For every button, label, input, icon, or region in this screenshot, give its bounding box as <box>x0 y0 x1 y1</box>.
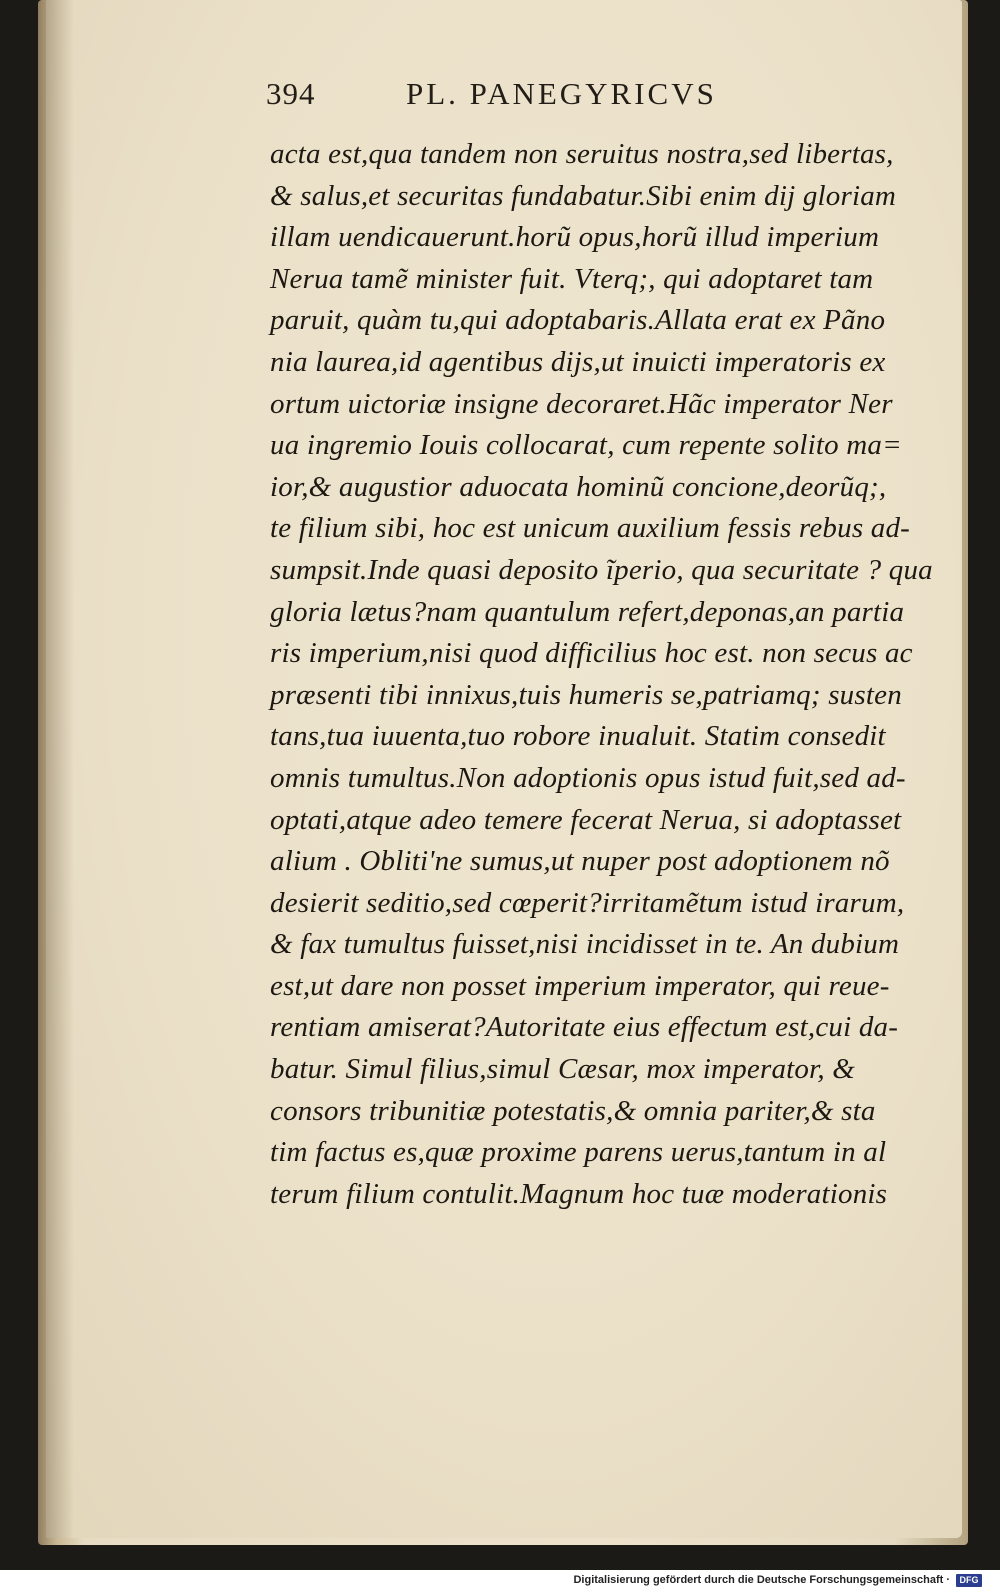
text-line: rentiam amiserat?Autoritate eius effectum est,cui da- <box>270 1011 899 1044</box>
text-line: Nerua tamẽ minister fuit. Vterq;, qui adoptaret tam <box>270 262 874 295</box>
footer-bar <box>0 1570 1000 1592</box>
page-number: 394 <box>266 76 316 111</box>
text-line: alium . Obliti'ne sumus,ut nuper post adoptionem nõ <box>270 845 890 878</box>
text-line: illam uendicauerunt.horũ opus,horũ illud imperium <box>270 221 880 254</box>
text-line: acta est,qua tandem non seruitus nostra,sed libertas, <box>270 138 894 170</box>
text-line: omnis tumultus.Non adoptionis opus istud fuit,sed ad- <box>270 761 906 794</box>
text-line: terum filium contulit.Magnum hoc tuæ moderationis <box>270 1177 888 1210</box>
text-line: te filium sibi, hoc est unicum auxilium fessis rebus ad- <box>270 512 911 545</box>
text-line: est,ut dare non posset imperium imperator, qui reue- <box>270 969 890 1002</box>
text-line: sumpsit.Inde quasi deposito ĩperio, qua securitate ? qua <box>270 553 933 586</box>
running-head <box>266 76 786 112</box>
text-line: & fax tumultus fuisset,nisi incidisset in te. An dubium <box>270 928 900 961</box>
body-text <box>270 134 933 1215</box>
funding-credit: Digitalisierung gefördert durch die Deutsche Forschungsgemeinschaft · <box>573 1574 950 1586</box>
text-line: ortum uictoriæ insigne decoraret.Hãc imperator Ner <box>270 387 893 420</box>
gutter-shadow <box>46 0 74 1538</box>
text-line: batur. Simul filius,simul Cæsar, mox imperator, & <box>270 1053 856 1086</box>
text-line: nia laurea,id agentibus dijs,ut inuicti imperatoris ex <box>270 345 886 378</box>
text-line: ior,& augustior aduocata hominũ concione,deorũq;, <box>270 470 887 503</box>
text-line: paruit, quàm tu,qui adoptabaris.Allata erat ex Pãno <box>270 304 886 337</box>
text-line: ris imperium,nisi quod difficilius hoc est. non secus ac <box>270 637 913 670</box>
text-line: tim factus es,quæ proxime parens uerus,tantum in al <box>270 1136 887 1169</box>
text-line: tans,tua iuuenta,tuo robore inualuit. Statim consedit <box>270 720 886 753</box>
dfg-logo: DFG <box>956 1574 982 1587</box>
running-title: PL. PANEGYRICVS <box>406 76 717 111</box>
text-line: & salus,et securitas fundabatur.Sibi enim dij gloriam <box>270 179 897 212</box>
text-line: gloria lætus?nam quantulum refert,deponas,an partia <box>270 595 905 628</box>
text-line: ua ingremio Iouis collocarat, cum repente solito ma= <box>270 429 902 462</box>
text-line: consors tribunitiæ potestatis,& omnia pariter,& sta <box>270 1094 876 1127</box>
text-line: præsenti tibi innixus,tuis humeris se,patriamq; susten <box>270 678 902 711</box>
text-line: desierit seditio,sed cœperit?irritamẽtum istud irarum, <box>270 886 905 919</box>
text-line: optati,atque adeo temere fecerat Nerua, si adoptasset <box>270 803 902 836</box>
